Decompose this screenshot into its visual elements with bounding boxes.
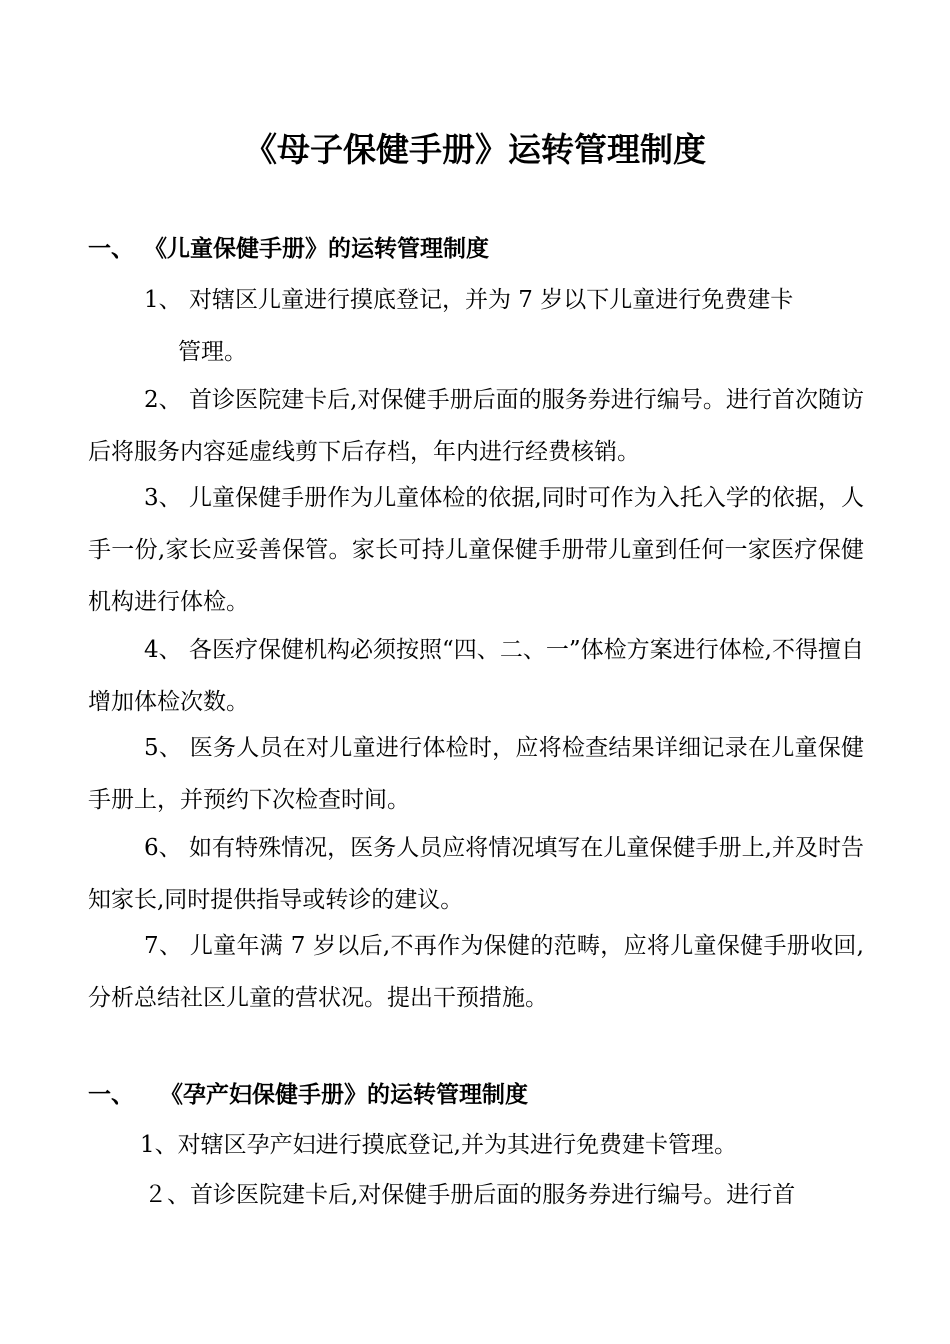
maternal-item-1: 1、对辖区孕产妇进行摸底登记,并为其进行免费建卡管理。 (140, 1132, 737, 1158)
section-heading-maternal (88, 1080, 528, 1110)
maternal-item-2: ２、首诊医院建卡后,对保健手册后面的服务券进行编号。进行首 (144, 1182, 796, 1208)
section-number: 一、 (88, 235, 134, 262)
child-item-7: 7、 儿童年满 7 岁以后,不再作为保健的范畴，应将儿童保健手册收回,分析总结社区儿童的营状况。提出干预措施。 (88, 933, 864, 1011)
child-item-1-line2: 管理。 (178, 339, 247, 365)
child-item-5: 5、 医务人员在对儿童进行体检时，应将检查结果详细记录在儿童保健手册上，并预约下次检查时间。 (88, 735, 864, 813)
section-title: 《儿童保健手册》的运转管理制度 (144, 235, 489, 262)
child-item-2: 2、 首诊医院建卡后,对保健手册后面的服务券进行编号。进行首次随访后将服务内容延虚线剪下后存档，年内进行经费核销。 (88, 387, 864, 465)
section-number: 一、 (88, 1081, 134, 1108)
section-heading-child (88, 234, 489, 264)
section-title: 《孕产妇保健手册》的运转管理制度 (160, 1081, 528, 1108)
document-title: 《母子保健手册》运转管理制度 (244, 130, 706, 169)
child-item-6: 6、 如有特殊情况，医务人员应将情况填写在儿童保健手册上,并及时告知家长,同时提供指导或转诊的建议。 (88, 835, 864, 913)
child-item-4: 4、 各医疗保健机构必须按照“四、二、一”体检方案进行体检,不得擅自增加体检次数。 (88, 637, 864, 715)
child-item-1 (144, 274, 864, 378)
child-item-3: 3、 儿童保健手册作为儿童体检的依据,同时可作为入托入学的依据，人手一份,家长应妥善保管。家长可持儿童保健手册带儿童到任何一家医疗保健机构进行体检。 (88, 485, 864, 615)
child-item-1-line1: 1、 对辖区儿童进行摸底登记，并为 7 岁以下儿童进行免费建卡 (144, 287, 794, 313)
